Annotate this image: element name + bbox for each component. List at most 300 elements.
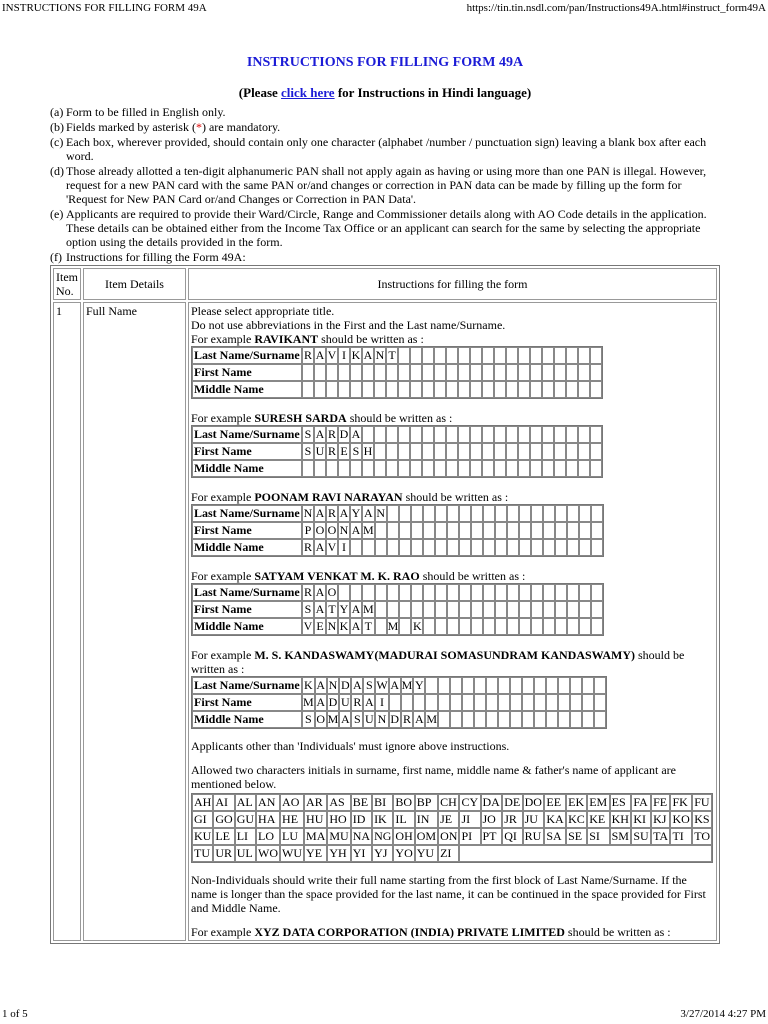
char-box: O (316, 712, 325, 726)
initial-cell: KJ (651, 811, 670, 828)
char-box (350, 460, 362, 477)
caption-name: XYZ DATA CORPORATION (INDIA) PRIVATE LIMITED (254, 925, 565, 939)
char-box (326, 364, 338, 381)
char-box (555, 618, 567, 635)
note-marker: (c) (50, 135, 64, 149)
char-box: P (302, 522, 314, 539)
char-box (410, 426, 422, 443)
char-box (338, 584, 350, 601)
char-box (579, 618, 591, 635)
initial-cell: KH (610, 811, 632, 828)
char-box (458, 381, 470, 398)
print-footer (2, 1008, 766, 1024)
initial-cell: MA (306, 829, 326, 843)
initial-cell: AN (256, 794, 280, 811)
char-box: S (302, 711, 315, 728)
col-instructions: Instructions for filling the form (188, 268, 717, 300)
char-box (594, 677, 606, 694)
initial-cell: ZI (438, 845, 459, 862)
char-box (542, 426, 554, 443)
char-box (591, 601, 603, 618)
char-box (446, 347, 458, 364)
char-box: I (375, 694, 388, 711)
char-box (507, 539, 519, 556)
initial-cell: HA (256, 811, 280, 828)
char-box: S (302, 426, 314, 443)
char-box: D (341, 678, 350, 692)
char-box (531, 522, 543, 539)
char-box (519, 584, 531, 601)
char-box (555, 505, 567, 522)
table-header-row (53, 268, 717, 300)
item-instructions (188, 302, 717, 941)
char-box (470, 426, 482, 443)
char-box (375, 618, 387, 635)
char-box (350, 381, 362, 398)
initial-cell: PT (481, 828, 503, 845)
grid-row-label: First Name (192, 364, 302, 381)
initial-cell: YO (395, 846, 413, 860)
initial-cell: BE (351, 794, 372, 811)
subtitle-post: for Instructions in Hindi language) (334, 85, 532, 100)
char-box (410, 381, 422, 398)
char-box (458, 347, 470, 364)
char-box (495, 539, 507, 556)
char-box (591, 522, 603, 539)
initial-cell: CH (438, 794, 459, 811)
char-box: I (338, 539, 350, 556)
char-box: O (327, 523, 337, 537)
char-box: M (363, 523, 374, 537)
char-box (422, 443, 434, 460)
char-box: D (328, 695, 338, 709)
char-box (558, 677, 570, 694)
char-box (507, 505, 519, 522)
char-box (401, 694, 414, 711)
grid-row (192, 677, 606, 694)
char-box (578, 347, 590, 364)
initial-cell: EK (566, 794, 587, 811)
char-box (374, 426, 386, 443)
char-box (446, 460, 458, 477)
char-box: V (327, 540, 337, 554)
hindi-instructions-line (50, 86, 720, 100)
char-box (507, 584, 519, 601)
char-box (495, 584, 507, 601)
char-box (423, 539, 435, 556)
char-box: A (351, 602, 361, 616)
char-box (387, 601, 400, 618)
name-grid (191, 504, 604, 557)
note-item (50, 250, 720, 264)
char-box: N (303, 506, 313, 520)
char-box: R (327, 444, 336, 458)
char-box (578, 460, 590, 477)
char-box (387, 584, 400, 601)
char-box (386, 364, 398, 381)
char-box (338, 460, 350, 477)
char-box: U (365, 712, 374, 726)
initial-cell: LI (235, 828, 256, 845)
initial-cell: HE (280, 811, 304, 828)
char-box (542, 443, 554, 460)
char-box (422, 426, 434, 443)
char-box: A (351, 523, 361, 537)
char-box: O (315, 523, 325, 537)
char-box (374, 381, 386, 398)
char-box (459, 601, 471, 618)
char-box (570, 694, 582, 711)
char-box (498, 694, 510, 711)
char-box (554, 364, 566, 381)
char-box (434, 381, 446, 398)
asterisk-symbol: * (195, 120, 202, 134)
char-box (459, 505, 471, 522)
char-box (474, 694, 486, 711)
char-box (413, 694, 425, 711)
grid-row-label: First Name (192, 694, 302, 711)
char-box (435, 505, 447, 522)
note-item (50, 207, 720, 249)
caption-name: SATYAM VENKAT M. K. RAO (254, 569, 420, 583)
char-box (350, 584, 362, 601)
char-box (386, 426, 398, 443)
initial-cell: TI (670, 828, 692, 845)
char-box: T (362, 618, 375, 635)
char-box (558, 711, 570, 728)
char-box: A (315, 602, 325, 616)
char-box (495, 618, 507, 635)
char-box: K (304, 678, 313, 692)
char-box (546, 677, 558, 694)
initial-cell: LU (280, 828, 304, 845)
note-item (50, 164, 720, 206)
char-box (446, 364, 458, 381)
note-marker: (d) (50, 164, 64, 178)
initials-row (192, 828, 712, 845)
char-box (482, 364, 494, 381)
initial-cell: KI (631, 811, 651, 828)
grid-row (192, 584, 603, 601)
char-box: S (302, 601, 314, 618)
char-box (435, 539, 447, 556)
char-box (554, 426, 566, 443)
char-box (434, 443, 446, 460)
char-box (534, 711, 546, 728)
note-item (50, 105, 720, 119)
char-box (590, 381, 602, 398)
grid-row-label: Last Name/Surname (192, 584, 302, 601)
initial-cell: TU (192, 845, 213, 862)
char-box (470, 460, 482, 477)
name-example (191, 332, 714, 399)
grid-row (192, 539, 603, 556)
char-box (498, 711, 510, 728)
char-box (470, 443, 482, 460)
char-box (483, 539, 495, 556)
grid-row (192, 347, 602, 364)
caption-pre: For example (191, 925, 255, 939)
initial-cell: JR (502, 811, 522, 828)
char-box (518, 347, 530, 364)
char-box (482, 347, 494, 364)
grid-row-label: First Name (192, 443, 302, 460)
char-box (482, 460, 494, 477)
char-box (398, 364, 410, 381)
initial-cell: YH (327, 845, 350, 862)
caption-name: RAVIKANT (254, 332, 319, 346)
char-box (518, 364, 530, 381)
char-box (519, 601, 531, 618)
char-box (410, 347, 422, 364)
grid-row (192, 711, 606, 728)
char-box (518, 443, 530, 460)
char-box (579, 539, 591, 556)
char-box: S (351, 711, 363, 728)
char-box (590, 460, 602, 477)
initial-cell: FU (692, 794, 712, 811)
initial-cell: TA (651, 828, 670, 845)
char-box: I (338, 347, 350, 364)
initial-cell: MU (329, 829, 349, 843)
char-box (495, 522, 507, 539)
char-box (591, 539, 603, 556)
char-box (462, 694, 474, 711)
caption-post: should be written as : (346, 411, 453, 425)
char-box: M (401, 678, 413, 692)
char-box (506, 443, 518, 460)
caption-name: M. S. KANDASWAMY(MADURAI SOMASUNDRAM KANDASWAMY) (254, 648, 635, 662)
char-box (471, 539, 483, 556)
page-counter: 1 of 5 (2, 1008, 28, 1020)
char-box (362, 381, 374, 398)
char-box (389, 694, 401, 711)
char-box (425, 694, 438, 711)
char-box (411, 601, 423, 618)
char-box: M (303, 695, 314, 709)
char-box: A (315, 540, 325, 554)
char-box (398, 381, 410, 398)
initial-cell: KS (692, 811, 712, 828)
char-box (498, 677, 510, 694)
char-box: M (327, 712, 339, 726)
initial-cell: WO (258, 846, 279, 860)
col-item-details: Item Details (83, 268, 186, 300)
general-notes (50, 105, 720, 264)
char-box: S (363, 677, 375, 694)
char-box (302, 364, 314, 381)
grid-row-label: Middle Name (192, 618, 302, 635)
initial-cell: TO (692, 828, 712, 845)
non-individual-instruction: Non-Individuals should write their full name starting from the first block of Last Name/Surname. If the name is longer than the space provided for the last name, it can be continued in the space provided for First and Middle Name. (191, 873, 706, 915)
char-box (506, 381, 518, 398)
char-box (446, 381, 458, 398)
char-box (530, 443, 542, 460)
char-box (566, 364, 578, 381)
char-box (543, 584, 555, 601)
char-box (411, 539, 423, 556)
char-box: N (339, 523, 349, 537)
char-box (470, 381, 482, 398)
initial-cell: IK (372, 811, 393, 828)
initials-row (192, 794, 712, 811)
char-box (582, 694, 594, 711)
char-box (350, 539, 362, 556)
initial-cell: HU (304, 811, 327, 828)
name-example (191, 411, 714, 478)
char-box (438, 677, 450, 694)
char-box: W (376, 678, 388, 692)
char-box (531, 505, 543, 522)
char-box (567, 522, 579, 539)
caption-name: POONAM RAVI NARAYAN (254, 490, 403, 504)
char-box (462, 677, 474, 694)
char-box (554, 460, 566, 477)
grid-row-label: Middle Name (192, 539, 302, 556)
char-box (591, 584, 603, 601)
example-caption (191, 648, 714, 676)
char-box (543, 601, 555, 618)
char-box (578, 443, 590, 460)
char-box (398, 460, 410, 477)
char-box (567, 584, 579, 601)
initial-cell: BO (393, 794, 414, 811)
char-box (482, 426, 494, 443)
examples-container (191, 332, 714, 729)
char-box (459, 584, 471, 601)
char-box (422, 460, 434, 477)
initial-cell-empty (459, 845, 712, 862)
char-box (423, 618, 435, 635)
char-box: V (327, 348, 337, 362)
char-box: A (316, 695, 325, 709)
char-box (579, 601, 591, 618)
initial-cell: KC (566, 811, 587, 828)
char-box: R (353, 695, 362, 709)
grid-row-label: First Name (192, 522, 302, 539)
char-box (591, 618, 603, 635)
header-url: https://tin.tin.nsdl.com/pan/Instructions49A.html#instruct_form49A (466, 2, 766, 14)
char-box (459, 539, 471, 556)
item-details: Full Name (83, 302, 186, 941)
char-box: A (365, 695, 374, 709)
char-box (582, 711, 594, 728)
char-box: A (315, 585, 325, 599)
char-box (506, 460, 518, 477)
caption-pre: For example (191, 332, 255, 346)
char-box (519, 505, 531, 522)
char-box (494, 347, 506, 364)
char-box (399, 618, 411, 635)
char-box (531, 584, 543, 601)
char-box (446, 443, 458, 460)
char-box (522, 677, 534, 694)
char-box: A (390, 678, 399, 692)
char-box (555, 539, 567, 556)
char-box: V (303, 619, 313, 633)
char-box (542, 347, 554, 364)
char-box (506, 347, 518, 364)
grid-row-label: Middle Name (192, 711, 302, 728)
note-text: Form to be filled in English only. (66, 105, 226, 119)
char-box (486, 694, 498, 711)
hindi-instructions-link[interactable]: click here (281, 85, 335, 100)
initial-cell: RU (523, 828, 545, 845)
char-box (398, 443, 410, 460)
caption-post: should be written as : (191, 648, 685, 676)
caption-pre: For example (191, 411, 255, 425)
char-box: H (363, 444, 373, 458)
char-box (470, 364, 482, 381)
initial-cell: JO (481, 811, 503, 828)
char-box (399, 601, 411, 618)
char-box (579, 505, 591, 522)
char-box (375, 584, 387, 601)
char-box (447, 618, 459, 635)
note-item (50, 135, 720, 163)
char-box (579, 584, 591, 601)
initial-cell: KE (587, 811, 609, 828)
col-item-no: Item No. (53, 268, 81, 300)
char-box: O (327, 585, 337, 599)
char-box (554, 443, 566, 460)
initial-cell: EE (544, 794, 566, 811)
char-box (338, 381, 350, 398)
note-marker: (a) (50, 105, 64, 119)
char-box (474, 711, 486, 728)
initials-table (191, 793, 713, 863)
char-box (459, 618, 471, 635)
char-box (519, 522, 531, 539)
char-box (375, 522, 387, 539)
char-box: R (327, 427, 336, 441)
grid-row (192, 618, 603, 635)
non-individual-note: Applicants other than 'Individuals' must ignore above instructions. (191, 739, 510, 753)
print-header (2, 0, 766, 16)
initials-row (192, 845, 712, 862)
example-caption (191, 411, 714, 425)
caption-pre: For example (191, 490, 255, 504)
initial-cell: BP (415, 794, 438, 811)
initial-cell: FE (651, 794, 670, 811)
char-box (362, 584, 375, 601)
initial-cell: YE (304, 845, 327, 862)
name-example (191, 490, 714, 557)
initial-cell: WU (282, 846, 303, 860)
note-text: Applicants are required to provide their Ward/Circle, Range and Commissioner details along with AO Code details in the application. These details can be obtained either from the Income Tax Office or an applicant can search for the same by selecting the appropriate option using the details provided in the form. (66, 207, 707, 249)
caption-pre: For example (191, 569, 255, 583)
char-box (522, 694, 534, 711)
char-box: A (339, 506, 349, 520)
char-box: U (341, 695, 350, 709)
char-box (458, 460, 470, 477)
char-box (450, 694, 462, 711)
char-box (450, 677, 462, 694)
char-box: N (376, 506, 385, 520)
char-box (302, 460, 314, 477)
char-box: M (426, 712, 438, 726)
name-grid (191, 346, 603, 399)
char-box (518, 460, 530, 477)
char-box (495, 505, 507, 522)
char-box (542, 381, 554, 398)
char-box (555, 522, 567, 539)
grid-row (192, 601, 603, 618)
note-item (50, 120, 720, 134)
initial-cell: AH (194, 795, 212, 809)
char-box (399, 539, 411, 556)
char-box: R (303, 585, 312, 599)
